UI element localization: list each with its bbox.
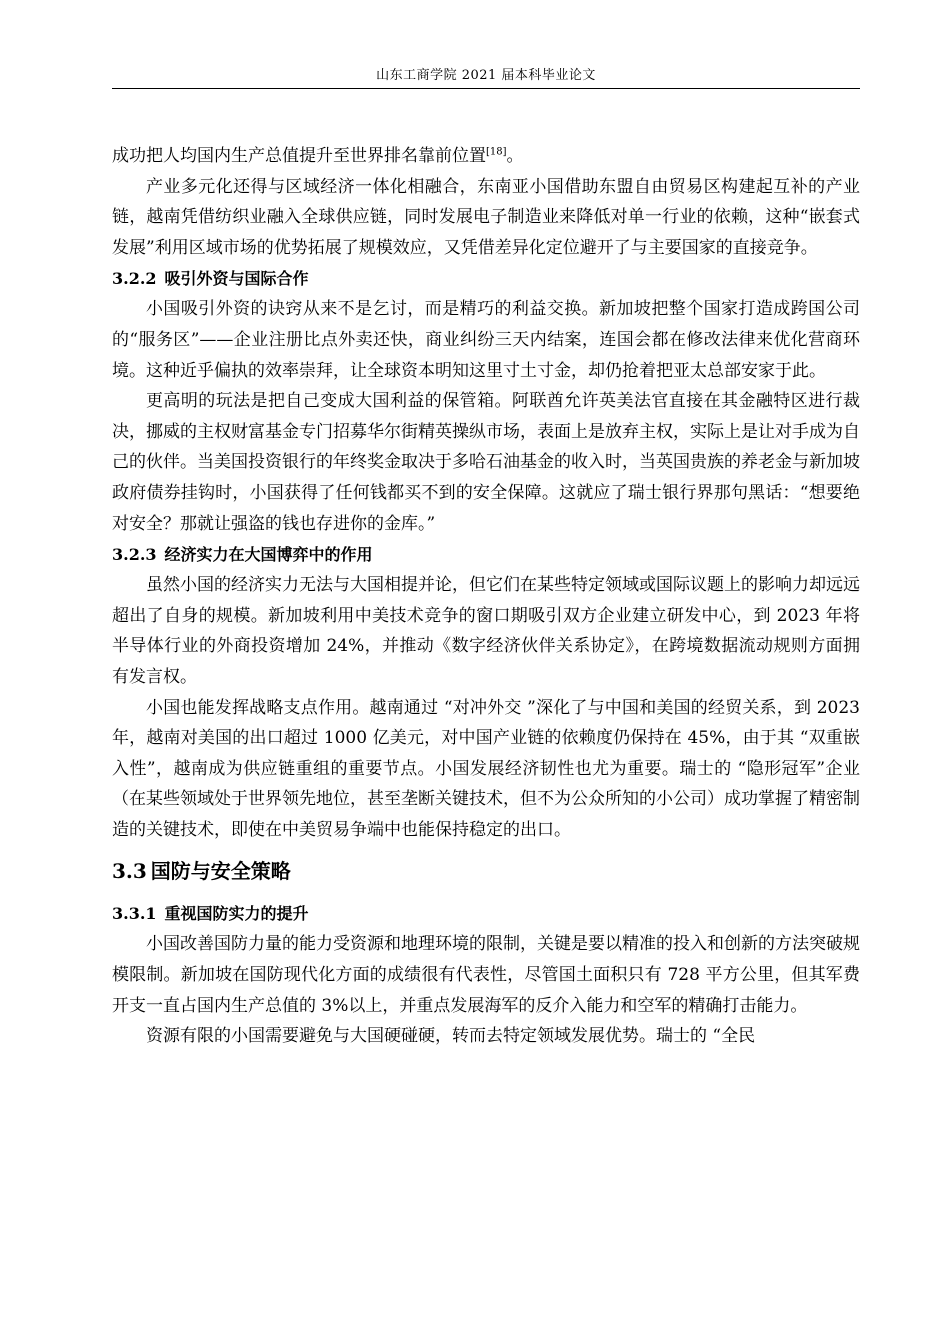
header-rule bbox=[112, 88, 860, 89]
section-heading-3-2-3: 3.2.3 经济实力在大国博弈中的作用 bbox=[112, 545, 373, 565]
section-heading-3-3: 3.3 国防与安全策略 bbox=[112, 859, 291, 884]
section-heading-3-2-2: 3.2.2 吸引外资与国际合作 bbox=[112, 269, 309, 289]
paragraph: 资源有限的小国需要避免与大国硬碰硬，转而去特定领域发展优势。瑞士的 “全民 bbox=[146, 1026, 756, 1047]
paragraph: 小国也能发挥战略支点作用。越南通过 “对冲外交 ”深化了与中国和美国的经贸关系，到 2023 年，越南对美国的出口超过 1000 亿美元，对中国产业链的依赖度仍保持在 45%，由于其 “双重嵌入性”，越南成为供应链重组的重要节点。小国发展经济韧性也尤为重要。瑞士的 “隐形冠军”企业（在某些领域处于世界领先地位，甚至垄断关键技术，但不为公众所知的小公司）成功掌握了精密制造的关键技术，即使在中美贸易争端中也能保持稳定的出口。 bbox=[112, 697, 860, 840]
paragraph-continuation: 成功把人均国内生产总值提升至世界排名靠前位置[18]。 bbox=[112, 146, 524, 166]
running-header: 山东工商学院 2021 届本科毕业论文 bbox=[376, 68, 596, 83]
paragraph: 虽然小国的经济实力无法与大国相提并论，但它们在某些特定领域或国际议题上的影响力却远远超出了自身的规模。新加坡利用中美技术竞争的窗口期吸引双方企业建立研发中心，到 2023 年将半导体行业的外商投资增加 24%，并推动《数字经济伙伴关系协定》，在跨境数据流动规则方面拥有发言权。 bbox=[112, 575, 860, 687]
paragraph: 小国吸引外资的诀窍从来不是乞讨，而是精巧的利益交换。新加坡把整个国家打造成跨国公司的“服务区”——企业注册比点外卖还快，商业纠纷三天内结案，连国会都在修改法律来优化营商环境。这种近乎偏执的效率崇拜，让全球资本明知这里寸土寸金，却仍抢着把亚太总部安家于此。 bbox=[112, 299, 860, 381]
section-heading-3-3-1: 3.3.1 重视国防实力的提升 bbox=[112, 904, 309, 924]
paragraph: 产业多元化还得与区域经济一体化相融合，东南亚小国借助东盟自由贸易区构建起互补的产业链，越南凭借纺织业融入全球供应链，同时发展电子制造业来降低对单一行业的依赖，这种“嵌套式发展”利用区域市场的优势拓展了规模效应，又凭借差异化定位避开了与主要国家的直接竞争。 bbox=[112, 176, 860, 258]
page-body bbox=[112, 141, 860, 1052]
paragraph: 更高明的玩法是把自己变成大国利益的保管箱。阿联酋允许英美法官直接在其金融特区进行裁决，挪威的主权财富基金专门招募华尔街精英操纵市场，表面上是放弃主权，实际上是让对手成为自己的伙伴。当美国投资银行的年终奖金取决于多哈石油基金的收入时，当英国贵族的养老金与新加坡政府债券挂钩时，小国获得了任何钱都买不到的安全保障。这就应了瑞士银行界那句黑话：“想要绝对安全？那就让强盗的钱也存进你的金库。” bbox=[112, 391, 860, 534]
citation-ref[interactable]: [18] bbox=[486, 146, 507, 158]
paragraph: 小国改善国防力量的能力受资源和地理环境的限制，关键是要以精准的投入和创新的方法突破规模限制。新加坡在国防现代化方面的成绩很有代表性，尽管国土面积只有 728 平方公里，但其军费开支一直占国内生产总值的 3%以上，并重点发展海军的反介入能力和空军的精确打击能力。 bbox=[112, 934, 860, 1016]
